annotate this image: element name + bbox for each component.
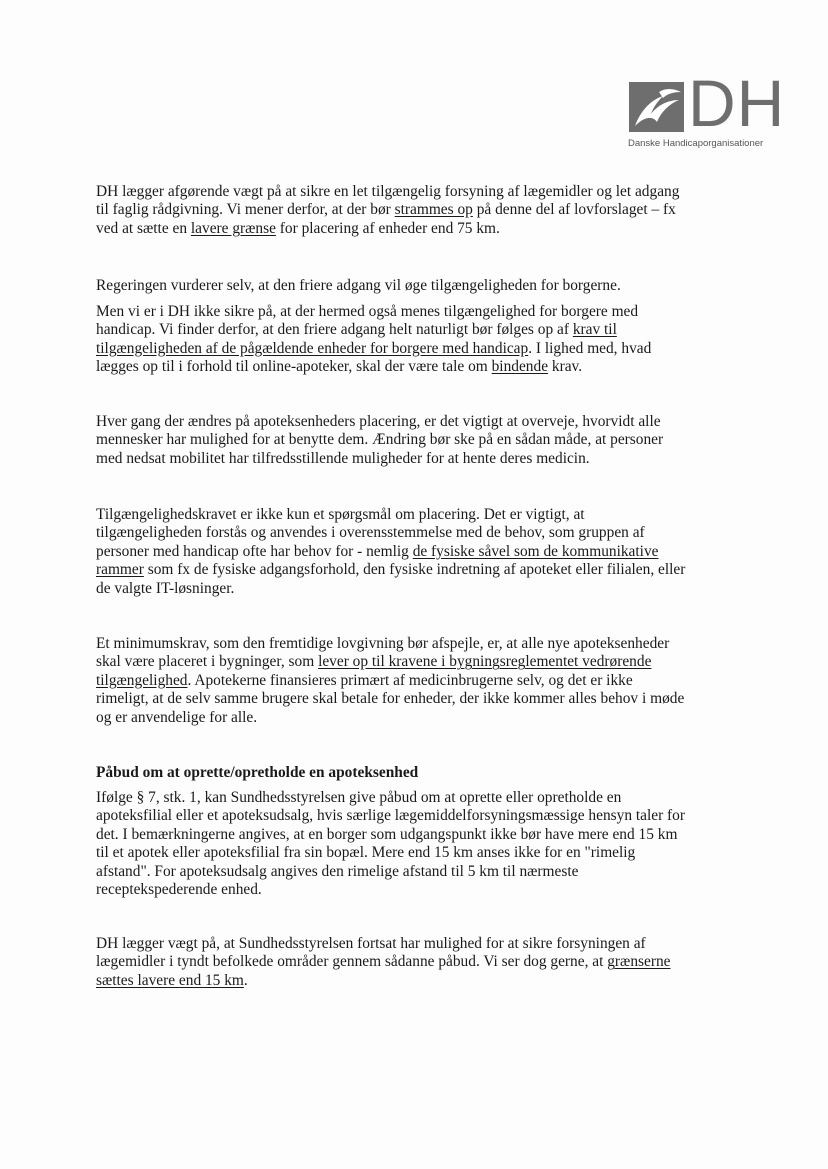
text-line [96, 201, 679, 219]
text-line: DH lægger afgørende vægt på at sikre en let tilgængelig forsyning af lægemidler og let adgang [96, 183, 680, 200]
paragraph-7 [96, 789, 685, 899]
text-line: til et apotek eller apoteksfilial fra sin bopæl. Mere end 15 km anses ikke for en "rimelig [96, 844, 636, 862]
underlined-text: de fysiske såvel som de kommunikative [412, 542, 659, 560]
text-run: ved at sætte en [96, 219, 191, 237]
underlined-text: krav til [572, 321, 617, 339]
text-run: handicap. Vi finder derfor, at den friere adgang helt naturligt bør følges op af [96, 321, 573, 339]
text-line: Ifølge § 7, stk. 1, kan Sundhedsstyrelsen give påbud om at oprette eller opretholde en [96, 789, 622, 806]
underlined-text: lavere grænse [190, 219, 276, 237]
text-line [96, 220, 679, 238]
section-heading: Påbud om at oprette/opretholde en apoteksenhed [96, 764, 419, 781]
text-line [96, 953, 671, 971]
text-line: afstand". For apoteksudsalg angives den rimelige afstand til 5 km til nærmeste [96, 862, 579, 880]
text-run: personer med handicap ofte har behov for - nemlig [96, 542, 413, 560]
text-line [96, 543, 685, 561]
text-line: rimeligt, at de selv samme brugere skal betale for enheder, der ikke kommer alles behov i møde [96, 690, 685, 708]
text-line [96, 672, 684, 690]
text-run: på denne del af lovforslaget – fx [472, 201, 676, 219]
dh-logo [626, 66, 786, 152]
paragraph-5 [96, 506, 685, 598]
text-line: tilgængeligheden forstås og anvendes i overensstemmelse med de behov, som gruppen af [96, 524, 645, 542]
paragraph-4 [96, 413, 663, 468]
underlined-text: bindende [491, 358, 549, 376]
text-line [96, 972, 671, 990]
text-line [96, 340, 651, 358]
text-line: DH lægger vægt på, at Sundhedsstyrelsen fortsat har mulighed for at sikre forsyningen af [96, 935, 646, 952]
text-line: Men vi er i DH ikke sikre på, at der hermed også menes tilgængelighed for borgere med [96, 303, 639, 320]
text-line [96, 358, 651, 376]
text-line: Regeringen vurderer selv, at den friere adgang vil øge tilgængeligheden for borgerne. [96, 277, 621, 294]
paragraph-6 [96, 635, 684, 727]
text-line: Hver gang der ændres på apoteksenheders placering, er det vigtigt at overveje, hvorvidt alle [96, 413, 661, 430]
text-run: . I lighed med, hvad [528, 339, 652, 357]
underlined-text: lever op til kravene i bygningsreglementet vedrørende [318, 653, 652, 671]
text-line: apoteksfilial eller et apoteksudsalg, hvis særlige lægemiddelforsyningsmæssige hensyn taler for [96, 807, 686, 825]
text-run: lægemidler i tyndt befolkede områder gennem sådanne påbud. Vi ser dog gerne, at [96, 953, 608, 971]
text-run: til faglig rådgivning. Vi mener derfor, at der bør [96, 201, 395, 219]
paragraph-2 [96, 277, 621, 295]
text-line: og er anvendelige for alle. [96, 708, 258, 726]
underlined-text: sættes lavere end 15 km [96, 971, 244, 989]
text-line: med nedsat mobilitet har tilfredsstillende muligheder for at hente deres medicin. [96, 449, 590, 467]
text-line [96, 561, 685, 579]
text-line [96, 321, 651, 339]
text-line [96, 653, 684, 671]
text-line: Et minimumskrav, som den fremtidige lovgivning bør afspejle, er, at alle nye apoteksenheder [96, 635, 670, 652]
text-run: lægges op til i forhold til online-apoteker, skal der være tale om [96, 358, 492, 376]
logo-subtitle: Danske Handicaporganisationer [628, 138, 764, 149]
underlined-text: tilgængeligheden af de pågældende enheder for borgere med handicap [96, 339, 529, 357]
underlined-text: grænserne [607, 953, 671, 971]
text-line: de valgte IT-løsninger. [96, 579, 235, 597]
logo-text: DH [688, 66, 786, 140]
text-line: det. I bemærkningerne angives, at en borger som udgangspunkt ikke bør have mere end 15 km [96, 825, 678, 843]
underlined-text: tilgængelighed [96, 671, 188, 689]
text-run: for placering af enheder end 75 km. [275, 219, 500, 237]
paragraph-1 [96, 183, 679, 238]
underlined-text: strammes op [394, 201, 473, 219]
paragraph-3 [96, 303, 651, 377]
text-run: skal være placeret i bygninger, som [96, 653, 319, 671]
text-run: . Apotekerne finansieres primært af medicinbrugerne selv, og det er ikke [187, 671, 633, 689]
text-line: Tilgængelighedskravet er ikke kun et spørgsmål om placering. Det er vigtigt, at [96, 506, 585, 523]
underlined-text: rammer [96, 561, 144, 579]
text-run: krav. [548, 358, 583, 376]
paragraph-8 [96, 935, 671, 990]
text-run: som fx de fysiske adgangsforhold, den fysiske indretning af apoteket eller filialen, eller [143, 561, 686, 579]
text-line: mennesker har mulighed for at benytte dem. Ændring bør ske på en sådan måde, at personer [96, 431, 664, 449]
text-run: . [243, 971, 248, 989]
text-line: receptekspederende enhed. [96, 881, 262, 899]
dh-logo-bird-icon [629, 82, 684, 132]
